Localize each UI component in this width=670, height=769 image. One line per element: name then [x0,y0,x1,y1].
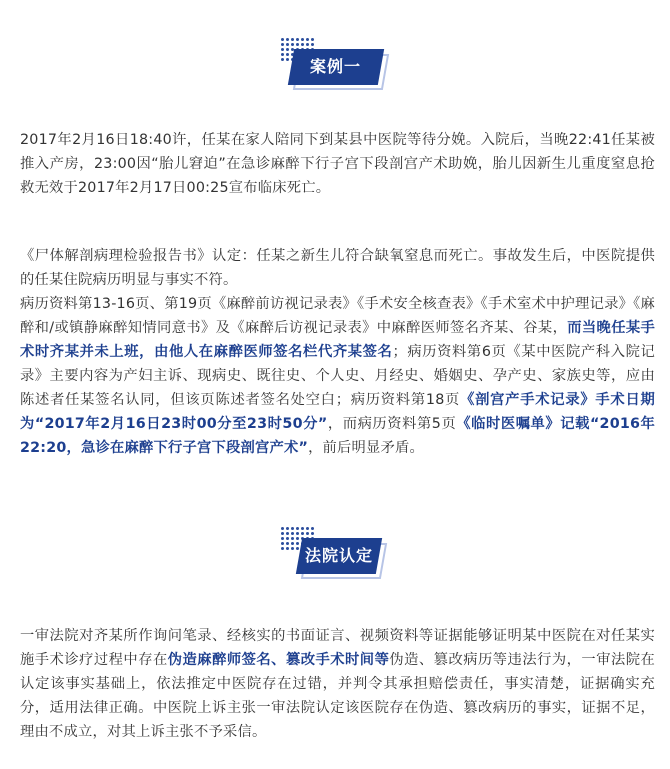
records-text-4: ，前后明显矛盾。 [308,440,425,456]
court-paragraph [20,624,655,744]
section-badge [296,538,382,574]
section-title: 案例一 [310,57,362,76]
court-text-1: 一审法院对齐某所作询问笔录、经核实的书面证言、视频资料等证据能够证明某中医院在对任某实施手术诊疗过程中存在 [20,628,655,668]
section-header-court-finding [0,525,670,589]
court-text-2: 伪造、篡改病历等违法行为，一审法院在认定该事实基础上，依法推定中医院存在过错，并判令其承担赔偿责任，事实清楚，证据确实充分，适用法律正确。中医院上诉主张一审法院认定该医院存在伪造、篡改病历的事实，证据不足，理由不成立，对其上诉主张不予采信。 [20,652,656,740]
records-highlight-3: 《临时医嘱单》记载“2016年22:20，急诊在麻醉下行子宫下段剖宫产术” [20,416,655,456]
records-paragraph [20,292,655,460]
records-highlight-1: 而当晚任某手术时齐某并未上班，由他人在麻醉医师签名栏代齐某签名 [20,320,655,360]
section-title: 法院认定 [304,546,373,565]
records-text-1: 病历资料第13-16页、第19页《麻醉前访视记录表》《手术安全核查表》《手术室术中护理记录》《麻醉和/或镇静麻醉知情同意书》及《麻醉后访视记录表》中麻醉医师签名齐某、谷某， [20,296,655,336]
section-header-case-one [0,36,670,100]
autopsy-paragraph: 《尸体解剖病理检验报告书》认定：任某之新生儿符合缺氧窒息而死亡。事故发生后，中医院提供的任某住院病历明显与事实不符。 [20,248,655,288]
section-badge [288,49,384,85]
records-highlight-2: 《剖宫产手术记录》手术日期为“2017年2月16日23时00分至23时50分” [20,392,655,432]
case-paragraph: 2017年2月16日18:40许，任某在家人陪同下到某县中医院等待分娩。入院后，当晚22:41任某被推入产房，23:00因“胎儿窘迫”在急诊麻醉下行子宫下段剖宫产术助娩，胎儿因新生儿重度窒息抢救无效于2017年2月17日00:25宣布临床死亡。 [20,132,655,196]
court-highlight-1: 伪造麻醉师签名、篡改手术时间等 [167,652,390,668]
records-text-3: ，而病历资料第5页 [327,416,457,432]
records-text-2: ；病历资料第6页《某中医院产科入院记录》主要内容为产妇主诉、现病史、既往史、个人史、月经史、婚姻史、孕产史、家族史等，应由陈述者任某签名认同，但该页陈述者签名处空白；病历资料第18页 [20,344,655,408]
